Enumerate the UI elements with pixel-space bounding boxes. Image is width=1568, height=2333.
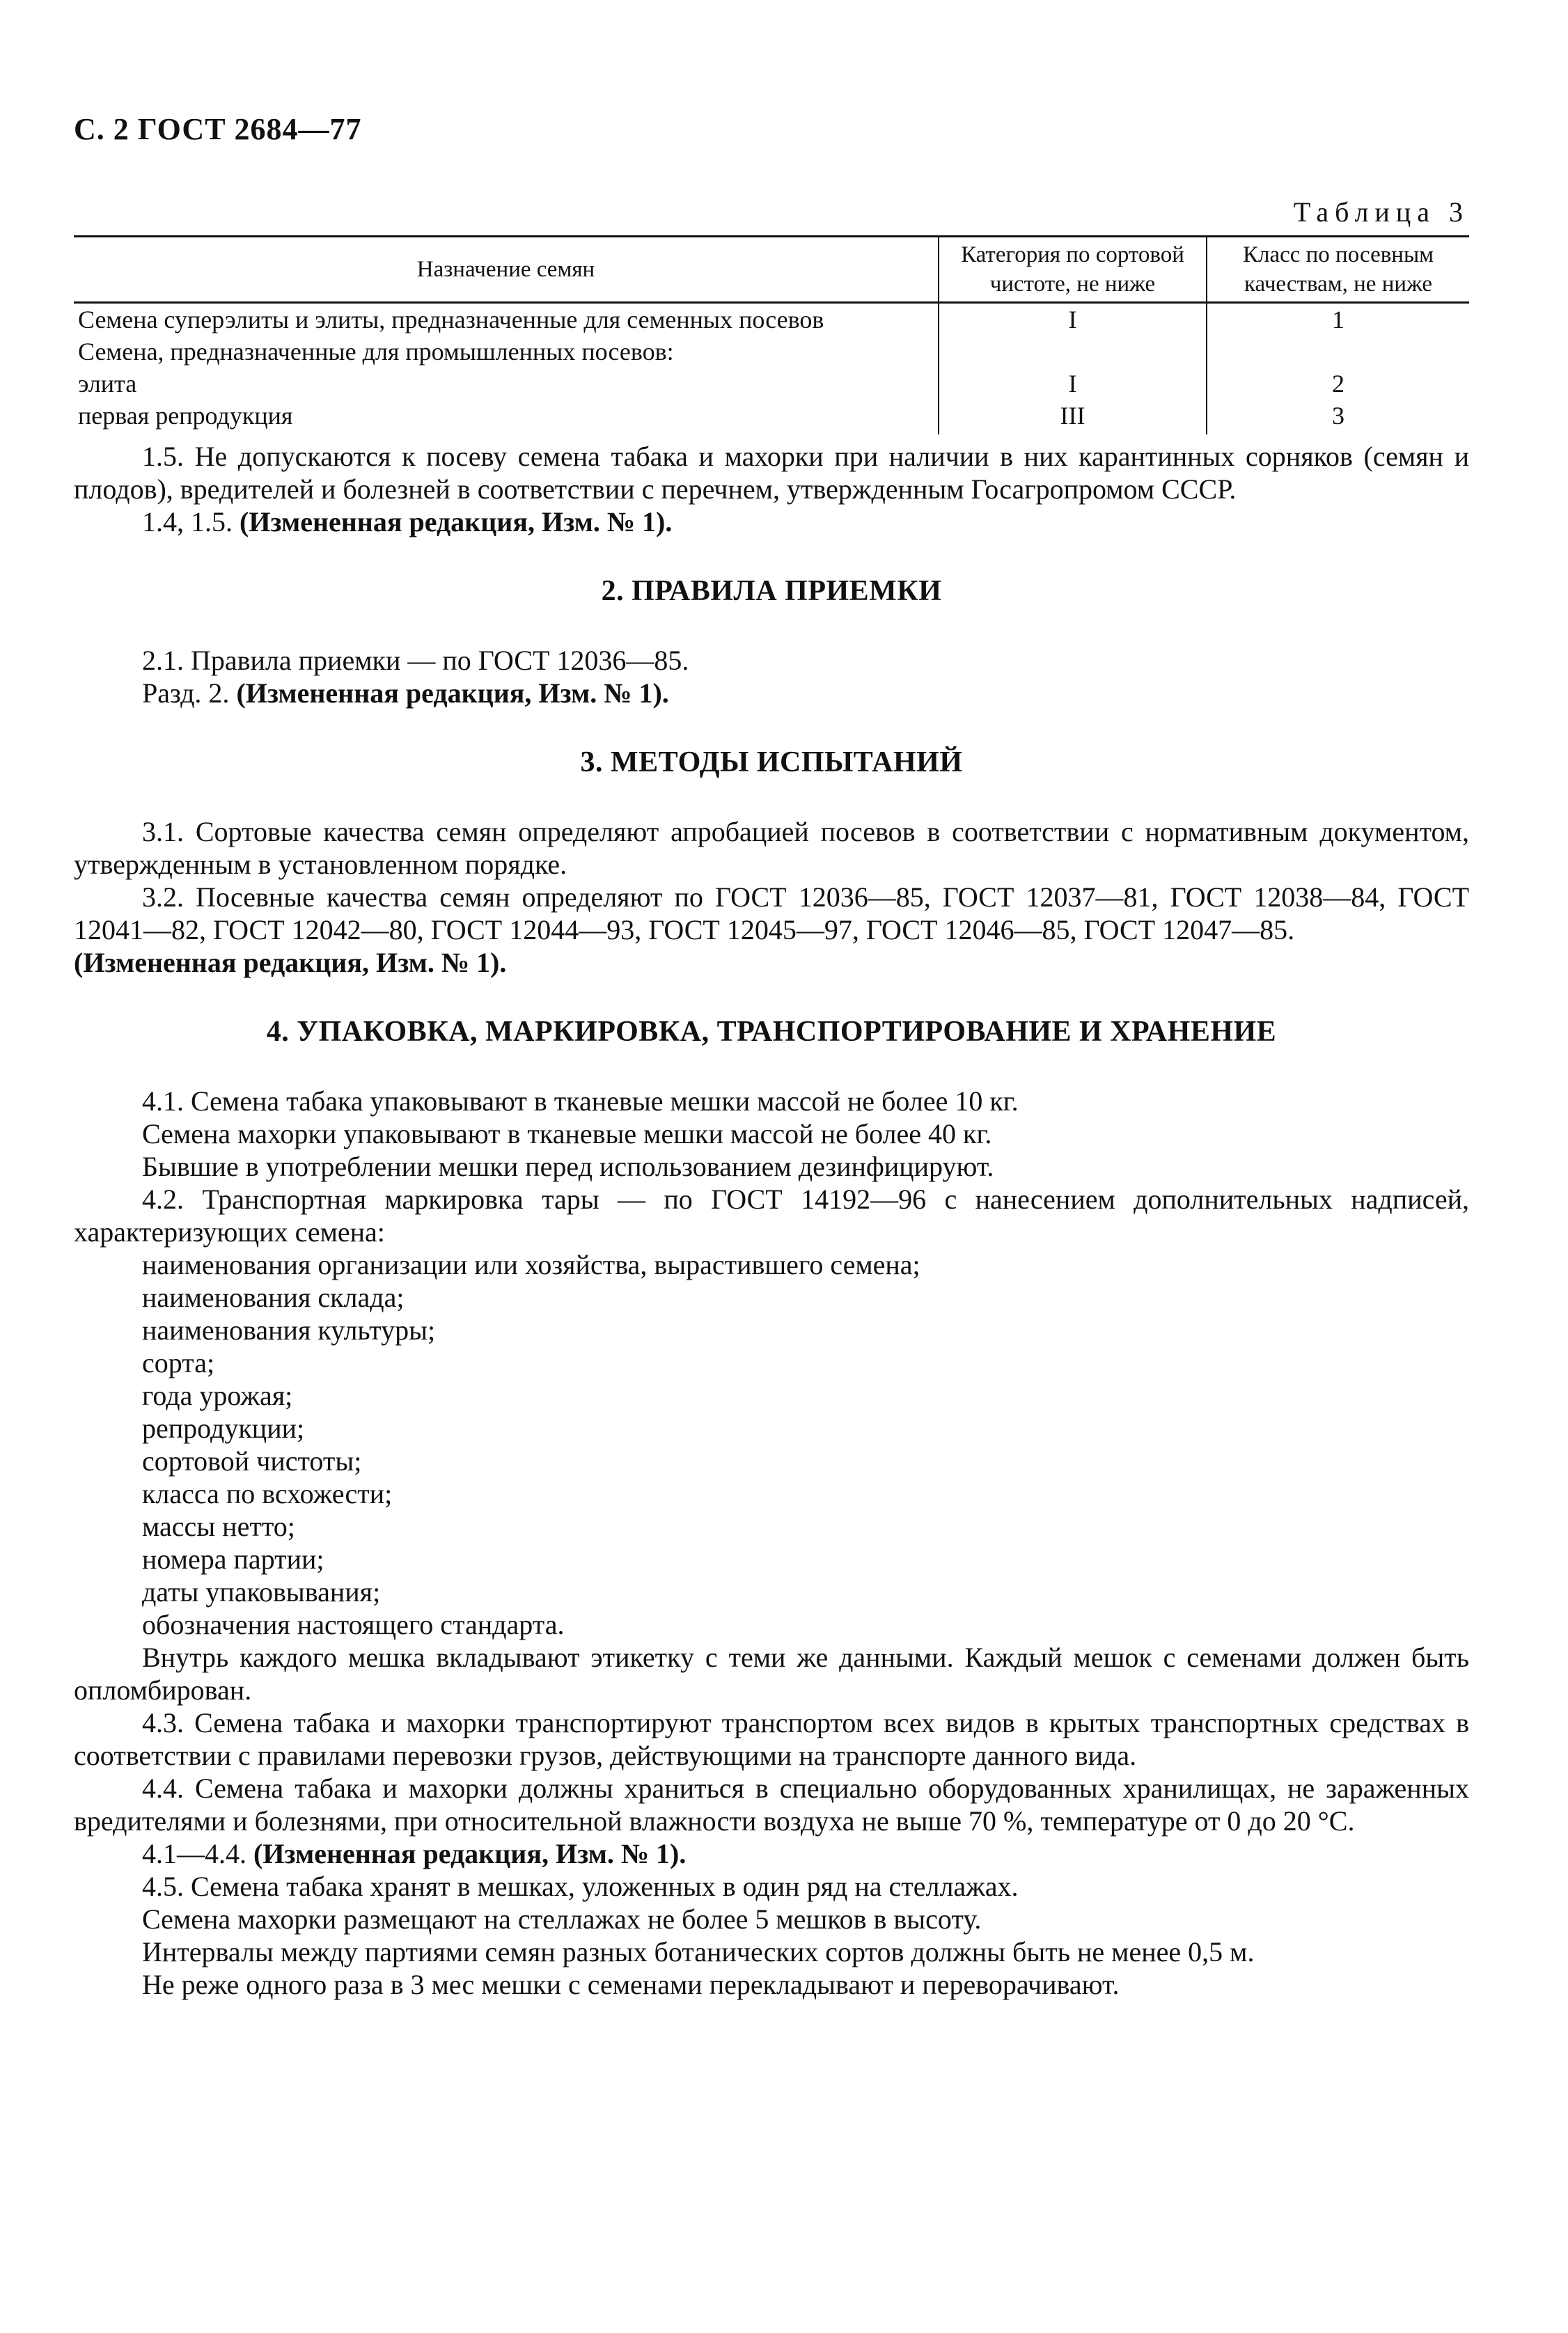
cell-purpose: первая репродукция bbox=[78, 402, 293, 430]
table-row bbox=[74, 368, 1469, 400]
list-item: массы нетто; bbox=[142, 1511, 295, 1542]
column-header-class: Класс по посевным качествам, не ниже bbox=[1207, 237, 1469, 303]
note-prefix: Разд. 2. bbox=[142, 677, 230, 709]
cell-category: I bbox=[939, 303, 1207, 336]
marking-list bbox=[74, 1248, 1469, 1641]
list-item: сорта; bbox=[142, 1347, 215, 1378]
note-prefix: 4.1—4.4. bbox=[142, 1838, 246, 1869]
paragraph-4-2: 4.2. Транспортная маркировка тары — по ГОСТ 14192—96 с нанесением дополнительных надписей, характеризующих семена: bbox=[74, 1184, 1469, 1248]
note-amendment: (Измененная редакция, Изм. № 1). bbox=[74, 947, 507, 978]
table-header-row bbox=[74, 237, 1469, 303]
list-item: сортовой чистоты; bbox=[142, 1445, 362, 1477]
note-amendment: (Измененная редакция, Изм. № 1). bbox=[253, 1838, 687, 1869]
amendment-note-2 bbox=[74, 677, 1469, 709]
list-item: наименования организации или хозяйства, вырастившего семена; bbox=[142, 1249, 920, 1280]
table-row bbox=[74, 303, 1469, 336]
amendment-note-3 bbox=[74, 946, 1469, 979]
paragraph-4-5b: Семена махорки размещают на стеллажах не более 5 мешков в высоту. bbox=[142, 1903, 982, 1935]
paragraph-4-1a: 4.1. Семена табака упаковывают в тканевые мешки массой не более 10 кг. bbox=[142, 1085, 1019, 1117]
list-item: наименования культуры; bbox=[142, 1314, 436, 1346]
list-item: номера партии; bbox=[142, 1543, 324, 1575]
list-item: обозначения настоящего стандарта. bbox=[142, 1609, 565, 1640]
paragraph-4-3: 4.3. Семена табака и махорки транспортируют транспортом всех видов в крытых транспортных средствах в соответствии с правилами перевозки грузов, действующими на транспорте данного вида. bbox=[74, 1707, 1469, 1771]
list-item: даты упаковывания; bbox=[142, 1576, 381, 1608]
table-row bbox=[74, 336, 1469, 368]
document-page bbox=[74, 111, 1469, 2001]
paragraph-1-5: 1.5. Не допускаются к посеву семена табака и махорки при наличии в них карантинных сорняков (семян и плодов), вредителей и болезней в соответствии с перечнем, утвержденным Госагропромом СССР. bbox=[74, 441, 1469, 505]
list-item: класса по всхожести; bbox=[142, 1478, 393, 1509]
cell-class: 2 bbox=[1207, 368, 1469, 400]
paragraph-4-5a: 4.5. Семена табака хранят в мешках, уложенных в один ряд на стеллажах. bbox=[142, 1871, 1019, 1902]
section-title-4: 4. УПАКОВКА, МАРКИРОВКА, ТРАНСПОРТИРОВАНИЕ И ХРАНЕНИЕ bbox=[266, 1016, 1277, 1048]
paragraph-2-1: 2.1. Правила приемки — по ГОСТ 12036—85. bbox=[142, 645, 689, 676]
cell-purpose: Семена, предназначенные для промышленных посевов: bbox=[78, 338, 674, 366]
paragraph-4-4: 4.4. Семена табака и махорки должны храниться в специально оборудованных хранилищах, не зараженных вредителями и болезнями, при относительной влажности воздуха не выше 70 %, температуре от 0 до 20 °С. bbox=[74, 1773, 1469, 1837]
cell-class bbox=[1207, 336, 1469, 368]
amendment-note-4 bbox=[74, 1837, 1469, 1870]
list-item: года урожая; bbox=[142, 1380, 293, 1411]
page-header: С. 2 ГОСТ 2684—77 bbox=[74, 112, 362, 146]
paragraph-4-1c: Бывшие в употреблении мешки перед использованием дезинфицируют. bbox=[142, 1151, 994, 1182]
cell-class: 1 bbox=[1207, 303, 1469, 336]
paragraph-4-1b: Семена махорки упаковывают в тканевые мешки массой не более 40 кг. bbox=[142, 1118, 992, 1149]
paragraph-3-2: 3.2. Посевные качества семян определяют по ГОСТ 12036—85, ГОСТ 12037—81, ГОСТ 12038—84, ГОСТ 12041—82, ГОСТ 12042—80, ГОСТ 12044—93, ГОСТ 12045—97, ГОСТ 12046—85, ГОСТ 12047—85. bbox=[74, 881, 1469, 945]
paragraph-4-5c: Интервалы между партиями семян разных ботанических сортов должны быть не менее 0,5 м. bbox=[142, 1936, 1255, 1967]
cell-category: I bbox=[939, 368, 1207, 400]
table-row bbox=[74, 400, 1469, 434]
paragraph-4-5d: Не реже одного раза в 3 мес мешки с семенами перекладывают и переворачивают. bbox=[142, 1969, 1120, 2000]
list-item: наименования склада; bbox=[142, 1282, 405, 1313]
section-title-3: 3. МЕТОДЫ ИСПЫТАНИЙ bbox=[580, 746, 963, 778]
seed-requirements-table bbox=[74, 235, 1469, 434]
cell-category bbox=[939, 336, 1207, 368]
table-caption: Таблица 3 bbox=[1293, 196, 1469, 228]
column-header-purpose: Назначение семян bbox=[74, 237, 939, 303]
list-item: репродукции; bbox=[142, 1413, 305, 1444]
note-amendment: (Измененная редакция, Изм. № 1). bbox=[240, 506, 673, 537]
paragraph-3-1: 3.1. Сортовые качества семян определяют апробацией посевов в соответствии с нормативным документом, утвержденным в установленном порядке. bbox=[74, 816, 1469, 880]
amendment-note-1 bbox=[74, 505, 1469, 538]
note-prefix: 1.4, 1.5. bbox=[142, 506, 233, 537]
note-amendment: (Измененная редакция, Изм. № 1). bbox=[236, 677, 669, 709]
cell-category: III bbox=[939, 400, 1207, 434]
cell-purpose: элита bbox=[78, 370, 137, 398]
cell-purpose: Семена суперэлиты и элиты, предназначенные для семенных посевов bbox=[78, 306, 824, 333]
section-title-2: 2. ПРАВИЛА ПРИЕМКИ bbox=[601, 575, 942, 607]
column-header-category: Категория по сортовой чистоте, не ниже bbox=[939, 237, 1207, 303]
cell-class: 3 bbox=[1207, 400, 1469, 434]
paragraph-4-2b: Внутрь каждого мешка вкладывают этикетку с теми же данными. Каждый мешок с семенами должен быть опломбирован. bbox=[74, 1642, 1469, 1706]
